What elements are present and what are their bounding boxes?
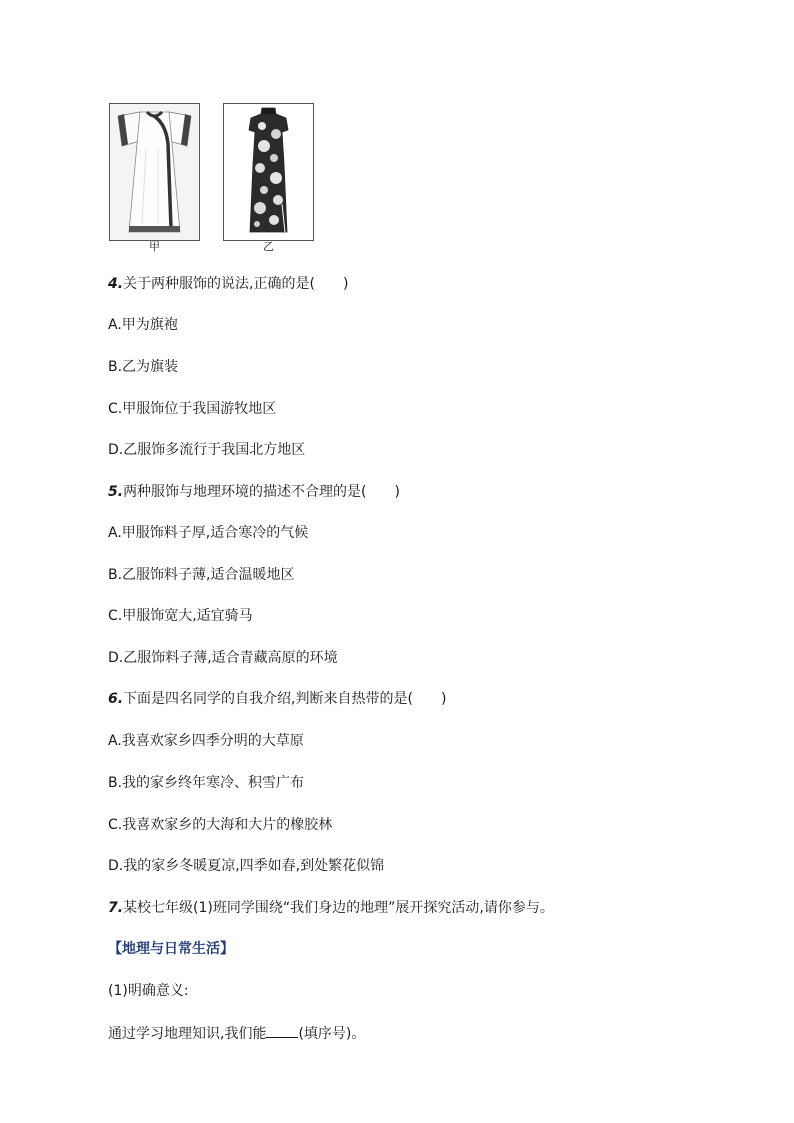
question-4-option-d[interactable]: D.乙服饰多流行于我国北方地区 [108,442,306,458]
question-6-option-a[interactable]: A.我喜欢家乡四季分明的大草原 [108,733,304,749]
qipao-illustration-yi [223,103,314,241]
robe-illustration-jia [109,103,200,241]
question-7-stem: 7.某校七年级(1)班同学围绕“我们身边的地理”展开探究活动,请你参与。 [108,900,554,916]
figure-label-yi: 乙 [263,240,274,253]
question-5-stem: 5.两种服饰与地理环境的描述不合理的是( ) [108,484,400,500]
question-6-option-b[interactable]: B.我的家乡终年寒冷、积雪广布 [108,775,305,791]
question-6-option-d[interactable]: D.我的家乡冬暖夏凉,四季如春,到处繁花似锦 [108,858,385,874]
question-5-option-c[interactable]: C.甲服饰宽大,适宜骑马 [108,608,253,624]
question-5-option-d[interactable]: D.乙服饰料子薄,适合青藏高原的环境 [108,650,338,666]
question-6-stem: 6.下面是四名同学的自我介绍,判断来自热带的是( ) [108,691,447,707]
answer-blank[interactable] [266,1023,298,1038]
question-5-option-a[interactable]: A.甲服饰料子厚,适合寒冷的气候 [108,525,309,541]
question-5-option-b[interactable]: B.乙服饰料子薄,适合温暖地区 [108,567,295,583]
question-6-option-c[interactable]: C.我喜欢家乡的大海和大片的橡胶林 [108,817,333,833]
section-heading: 【地理与日常生活】 [108,941,234,957]
question-4-option-a[interactable]: A.甲为旗袍 [108,317,178,333]
question-4-stem: 4.关于两种服饰的说法,正确的是( ) [108,276,349,292]
question-4-option-c[interactable]: C.甲服饰位于我国游牧地区 [108,401,277,417]
fill-in-line: 通过学习地理知识,我们能 (填序号)。 [108,1023,365,1044]
figure-label-jia: 甲 [149,240,160,253]
question-4-option-b[interactable]: B.乙为旗装 [108,359,179,375]
subquestion-1: (1)明确意义: [108,983,189,999]
